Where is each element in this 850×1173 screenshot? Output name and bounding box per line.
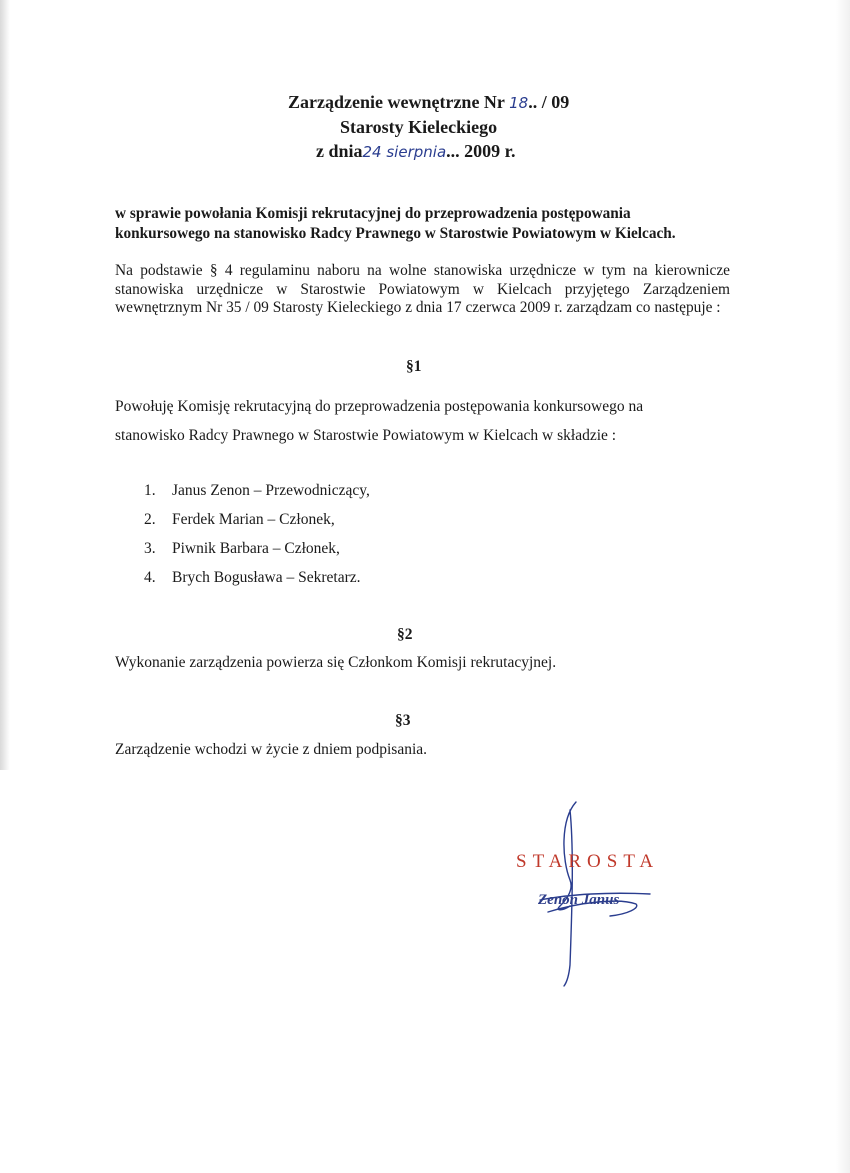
document-title	[288, 92, 569, 113]
list-item	[144, 511, 370, 540]
issuer-line: Starosty Kieleckiego	[340, 117, 498, 137]
list-item-text: Brych Bogusława – Sekretarz.	[172, 569, 361, 586]
subject-line-1: w sprawie powołania Komisji rekrutacyjnej do przeprowadzenia postępowania	[115, 205, 631, 222]
section-3-text: Zarządzenie wchodzi w życie z dniem podpisania.	[115, 741, 428, 758]
section-3-heading: §3	[395, 712, 411, 729]
stamp-title: STAROSTA	[516, 851, 660, 872]
list-item-text: Janus Zenon – Przewodniczący,	[172, 482, 370, 499]
date-line	[316, 141, 515, 162]
scan-edge-shadow-right	[836, 0, 850, 1173]
list-item-number: 1.	[144, 482, 156, 499]
stamp-name: Zenon Janus	[538, 892, 620, 908]
date-prefix: z dnia	[316, 141, 363, 161]
date-suffix: 2009 r.	[464, 141, 516, 161]
handwritten-date: 24 sierpnia	[362, 143, 447, 161]
commission-members-list	[144, 482, 370, 598]
preamble-paragraph: Na podstawie § 4 regulaminu naboru na wolne stanowiska urzędnicze w tym na kierownicze stanowiska urzędnicze w Starostwie Powiatowym w Kielcach przyjętego Zarządzeniem wewnętrznym Nr 35 / 09 Starosty Kieleckiego z dnia 17 czerwca 2009 r. zarządzam co następuje :	[115, 262, 730, 316]
scan-edge-shadow	[0, 0, 10, 770]
official-stamp	[500, 843, 680, 943]
list-item	[144, 569, 370, 598]
list-item-number: 2.	[144, 511, 156, 528]
list-item-number: 4.	[144, 569, 156, 586]
date-dots: ...	[446, 141, 460, 161]
list-item-number: 3.	[144, 540, 156, 557]
subject-line-2: konkursowego na stanowisko Radcy Prawnego w Starostwie Powiatowym w Kielcach.	[115, 225, 676, 242]
title-suffix: / 09	[541, 92, 570, 112]
subject	[115, 204, 730, 244]
section-1-line-2: stanowisko Radcy Prawnego w Starostwie Powiatowym w Kielcach w składzie :	[115, 427, 617, 444]
list-item	[144, 482, 370, 511]
list-item	[144, 540, 370, 569]
title-prefix: Zarządzenie wewnętrzne Nr	[288, 92, 505, 112]
number-dots: ..	[528, 92, 538, 112]
handwritten-number: 18	[509, 94, 529, 112]
section-2-text: Wykonanie zarządzenia powierza się Członkom Komisji rekrutacyjnej.	[115, 654, 557, 671]
section-1-line-1: Powołuję Komisję rekrutacyjną do przeprowadzenia postępowania konkursowego na	[115, 398, 644, 415]
section-1-heading: §1	[406, 358, 422, 375]
list-item-text: Ferdek Marian – Członek,	[172, 511, 335, 528]
section-2-heading: §2	[397, 626, 413, 643]
list-item-text: Piwnik Barbara – Członek,	[172, 540, 340, 557]
